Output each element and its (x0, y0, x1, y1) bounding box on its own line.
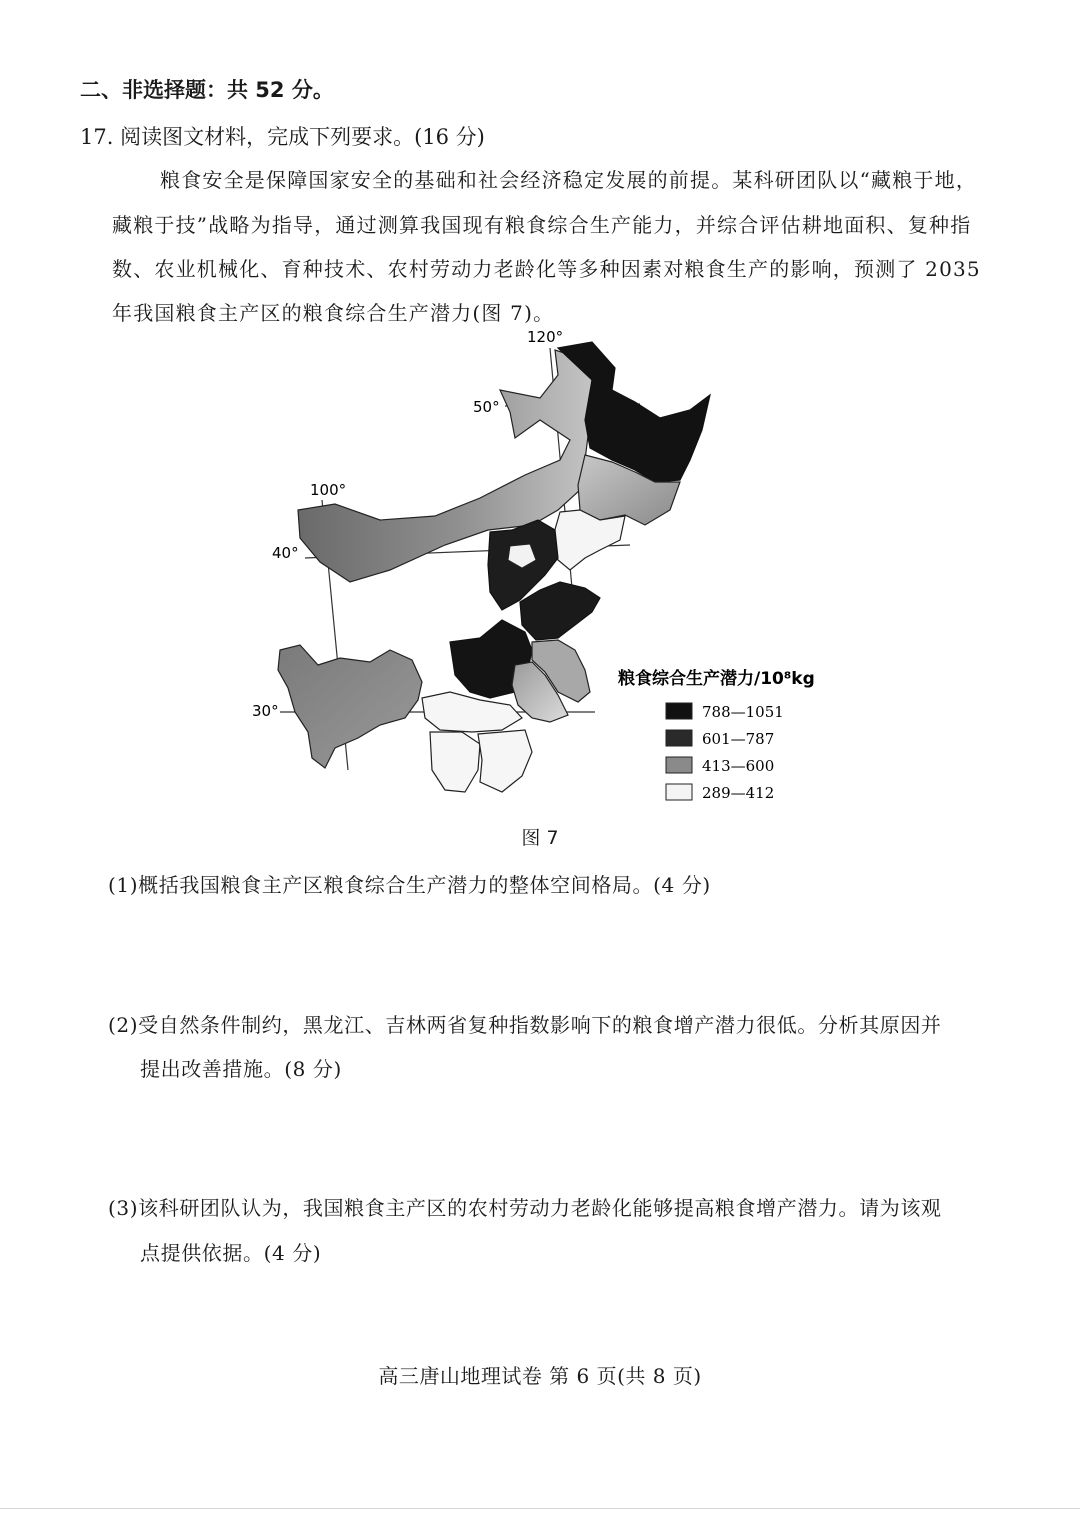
section-header: 二、非选择题：共 52 分。 (80, 78, 334, 102)
paragraph-line: 数、农业机械化、育种技术、农村劳动力老龄化等多种因素对粮食生产的影响，预测了 2035 (112, 257, 981, 281)
figure-caption: 图 7 (521, 827, 559, 849)
legend-swatch (666, 784, 692, 800)
label-lat-30: 30° (252, 702, 279, 720)
subquestion-1: (1)概括我国粮食主产区粮食综合生产潜力的整体空间格局。(4 分) (108, 873, 711, 897)
legend-label: 289—412 (702, 784, 775, 802)
subquestion-2-line-1: (2)受自然条件制约，黑龙江、吉林两省复种指数影响下的粮食增产潜力很低。分析其原因并 (108, 1013, 942, 1037)
region-jiangxi (478, 730, 532, 792)
label-lat-40: 40° (272, 544, 299, 562)
label-lon-120: 120° (527, 328, 564, 346)
region-hunan (430, 732, 480, 792)
legend-label: 413—600 (702, 757, 775, 775)
region-liaoning (552, 510, 625, 570)
legend-title: 粮食综合生产潜力/10⁸kg (618, 669, 815, 689)
map-legend (618, 668, 815, 802)
subquestion-2-line-2: 提出改善措施。(8 分) (140, 1057, 342, 1081)
region-sichuan (278, 645, 422, 768)
paragraph-line: 年我国粮食主产区的粮食综合生产潜力(图 7)。 (112, 301, 555, 325)
label-lat-50: 50° (473, 398, 500, 416)
legend-label: 788—1051 (702, 703, 784, 721)
region-hubei (422, 692, 522, 732)
legend-swatch (666, 703, 692, 719)
region-shandong (520, 582, 600, 640)
legend-swatch (666, 757, 692, 773)
grain-potential-map (240, 320, 860, 820)
paragraph-line: 粮食安全是保障国家安全的基础和社会经济稳定发展的前提。某科研团队以“藏粮于地， (160, 168, 978, 192)
page-footer: 高三唐山地理试卷 第 6 页(共 8 页) (378, 1364, 702, 1388)
bottom-divider (0, 1508, 1080, 1509)
legend-swatch (666, 730, 692, 746)
paragraph-line: 藏粮于技”战略为指导，通过测算我国现有粮食综合生产能力，并综合评估耕地面积、复种指 (112, 213, 972, 237)
subquestion-3-line-2: 点提供依据。(4 分) (140, 1241, 322, 1265)
label-lon-100: 100° (310, 481, 347, 499)
question-title: 17. 阅读图文材料，完成下列要求。(16 分) (80, 125, 485, 149)
subquestion-3-line-1: (3)该科研团队认为，我国粮食主产区的农村劳动力老龄化能够提高粮食增产潜力。请为该观 (108, 1196, 942, 1220)
legend-label: 601—787 (702, 730, 775, 748)
